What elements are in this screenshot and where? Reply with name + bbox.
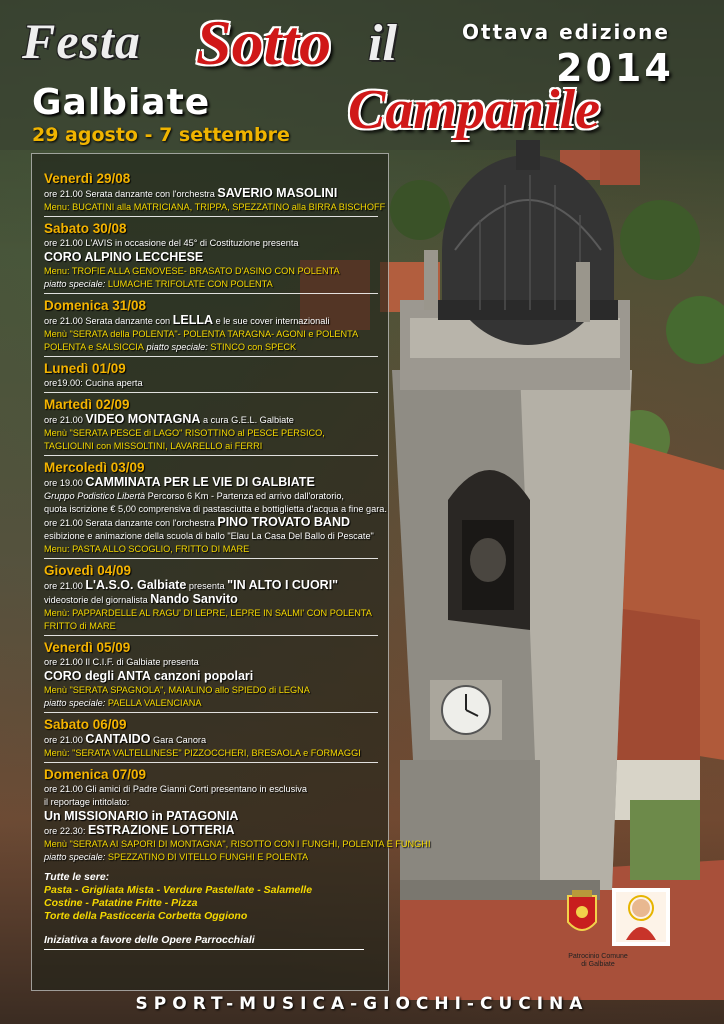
program-line (44, 669, 378, 684)
footer-slogan: SPORT-MUSICA-GIOCHI-CUCINA (135, 994, 589, 1014)
line-text: ore 22.30: (44, 826, 88, 836)
program-line (44, 783, 378, 796)
program-day (44, 455, 387, 556)
line-text: presenta (186, 581, 228, 591)
special-dish-label: Gruppo Podistico Libertà (44, 491, 146, 501)
edition-label: Ottava edizione (462, 20, 670, 44)
program-line (44, 809, 378, 824)
program-day (44, 293, 378, 354)
menu-text: Menù "SERATA AI SAPORI DI MONTAGNA", RISOTTO CON I FUNGHI, POLENTA E FUNGHI (44, 839, 431, 849)
day-title: Domenica 07/09 (44, 767, 147, 782)
program-line (44, 201, 386, 214)
line-text: e le sue cover internazionali (213, 316, 330, 326)
program-line (44, 684, 378, 697)
program-line (44, 328, 378, 341)
program-days (44, 170, 431, 864)
act-name: CORO ALPINO LECCHESE (44, 250, 204, 264)
every-evening-item: Torte della Pasticceria Corbetta Oggiono (44, 910, 248, 922)
crest-icon (558, 888, 606, 948)
line-text: ore 21.00 L'AVIS in occasione del 45° di Costituzione presenta (44, 238, 299, 248)
line-text: ore 21.00 (44, 735, 86, 745)
performer-name: LELLA (172, 313, 214, 327)
line-text: ore 21.00 Serata danzante con l'orchestra (44, 189, 218, 199)
day-title: Sabato 06/09 (44, 717, 127, 732)
special-dish-label: piatto speciale: (44, 279, 106, 289)
line-text: il reportage intitolato: (44, 797, 130, 807)
performer-name: VIDEO MONTAGNA (85, 412, 201, 426)
day-separator (44, 712, 378, 713)
day-title: Mercoledì 03/09 (44, 460, 145, 475)
program-line (44, 838, 431, 851)
program-line (44, 656, 378, 669)
line-text: ore 21.00 (44, 415, 86, 425)
day-title: Sabato 30/08 (44, 221, 127, 236)
program-line (44, 278, 378, 291)
program-line (44, 593, 378, 607)
program-line (44, 851, 378, 864)
municipality-crest (558, 888, 606, 948)
every-evening-item: Costine - Patatine Fritte - Pizza (44, 897, 198, 909)
menu-text: LUMACHE TRIFOLATE CON POLENTA (105, 279, 273, 289)
menu-text: Menù "SERATA PESCE di LAGO" RISOTTINO al PESCE PERSICO, (44, 428, 325, 438)
program-line (44, 530, 378, 543)
program-day (44, 762, 431, 864)
program-line (44, 427, 378, 440)
day-separator (44, 762, 378, 763)
program-line (44, 824, 378, 838)
program-line (44, 543, 378, 556)
line-text: ore 21.00 Serata danzante con l'orchestra (44, 518, 218, 528)
menu-text: STINCO con SPECK (207, 342, 297, 352)
performer-name: SAVERIO MASOLINI (217, 186, 338, 200)
day-title: Martedì 02/09 (44, 397, 130, 412)
day-title: Domenica 31/08 (44, 298, 147, 313)
initiative-rule (44, 949, 364, 950)
line-text: a cura G.E.L. Galbiate (200, 415, 294, 425)
day-separator (44, 392, 378, 393)
menu-text: Menu: PASTA ALLO SCOGLIO, FRITTO DI MARE (44, 544, 250, 554)
program-day (44, 216, 378, 291)
program-day (44, 635, 378, 710)
program-line (44, 341, 378, 354)
event-dates: 29 agosto - 7 settembre (32, 124, 290, 146)
line-text: ore 21.00 (44, 581, 86, 591)
title-sotto: Sotto (196, 7, 332, 78)
day-separator (44, 635, 378, 636)
line-text: esibizione e animazione della scuola di ballo "Elau La Casa Del Ballo di Pescate" (44, 531, 374, 541)
day-title: Venerdì 05/09 (44, 640, 131, 655)
line-text: Gara Canora (150, 735, 207, 745)
line-text: ore19.00: Cucina aperta (44, 378, 143, 388)
special-dish-label: piatto speciale: (44, 698, 106, 708)
line-text: ore 19.00 (44, 478, 86, 488)
menu-text: Menu: TROFIE ALLA GENOVESE- BRASATO D'ASINO CON POLENTA (44, 266, 340, 276)
menu-text: Menù: "SERATA VALTELLINESE" PIZZOCCHERI, BRESAOLA e FORMAGGI (44, 748, 361, 758)
program-line (44, 250, 378, 265)
every-evening-item: Pasta - Grigliata Mista - Verdure Pastellate - Salamelle (44, 884, 313, 896)
initiative-note: Iniziativa a favore delle Opere Parrocchiali (44, 934, 255, 946)
program-line (44, 187, 378, 201)
line-text: Percorso 6 Km - Partenza ed arrivo dall'oratorio, (145, 491, 344, 501)
patronage-text: Patrocinio Comune di Galbiate (568, 953, 628, 968)
menu-text: Menù: PAPPARDELLE AL RAGU' DI LEPRE, LEPRE IN SALMI' CON POLENTA (44, 608, 372, 618)
day-title: Venerdì 29/08 (44, 171, 131, 186)
title-festa: Festa (22, 13, 141, 69)
day-separator (44, 356, 378, 357)
day-separator (44, 455, 378, 456)
line-text: quota iscrizione € 5,00 comprensiva di pastasciutta e bottiglietta d'acqua a fine gara. (44, 504, 387, 514)
program-line (44, 377, 378, 390)
program-line (44, 796, 378, 809)
program-line (44, 579, 378, 593)
performer-name: ESTRAZIONE LOTTERIA (87, 823, 235, 837)
day-title: Giovedì 04/09 (44, 563, 132, 578)
program-day (44, 170, 386, 214)
special-dish-label: piatto speciale: (143, 342, 208, 352)
program-line (44, 476, 378, 490)
performer-name: CAMMINATA PER LE VIE DI GALBIATE (85, 475, 315, 489)
menu-text: Menù "SERATA SPAGNOLA", MAIALINO allo SPIEDO di LEGNA (44, 685, 310, 695)
program-day (44, 392, 378, 453)
menu-text: FRITTO di MARE (44, 621, 116, 631)
program-line (44, 490, 378, 503)
day-title: Lunedì 01/09 (44, 361, 126, 376)
program-line (44, 265, 378, 278)
program-line (44, 516, 378, 530)
menu-text: PAELLA VALENCIANA (105, 698, 202, 708)
edition-year: 2014 (556, 46, 674, 90)
program-line (44, 413, 378, 427)
menu-text: POLENTA e SALSICCIA (44, 342, 144, 352)
town-name: Galbiate (32, 82, 211, 123)
program-line (44, 697, 378, 710)
special-dish-label: piatto speciale: (44, 852, 106, 862)
menu-text: SPEZZATINO DI VITELLO FUNGHI E POLENTA (105, 852, 309, 862)
menu-text: TAGLIOLINI con MISSOLTINI, LAVARELLO ai FERRI (44, 441, 263, 451)
parish-logo (612, 888, 670, 946)
day-separator (44, 558, 378, 559)
every-evening-list (44, 884, 378, 923)
menu-text: Menù "SERATA della POLENTA"- POLENTA TARAGNA- AGONI e POLENTA (44, 329, 359, 339)
performer-name: PINO TROVATO BAND (217, 515, 351, 529)
program-line (44, 314, 378, 328)
act-name: CORO degli ANTA canzoni popolari (44, 669, 254, 683)
line-text: ore 21.00 Serata danzante con (44, 316, 173, 326)
act-name: Un MISSIONARIO in PATAGONIA (44, 809, 239, 823)
program-panel (31, 153, 431, 991)
performer-name: CANTAIDO (85, 732, 151, 746)
program-line (44, 440, 378, 453)
program-day (44, 558, 378, 633)
program-line (44, 237, 378, 250)
program-line (44, 747, 378, 760)
performer-name: L'A.S.O. Galbiate (85, 578, 187, 592)
line-text: ore 21.00 Gli amici di Padre Gianni Corti presentano in esclusiva (44, 784, 307, 794)
menu-text: Menu: BUCATINI alla MATRICIANA, TRIPPA, SPEZZATINO alla BIRRA BISCHOFF (44, 202, 386, 212)
performer-name: Nando Sanvito (150, 592, 238, 606)
title-il: il (368, 15, 397, 72)
program-day (44, 356, 378, 390)
day-separator (44, 293, 378, 294)
day-separator (44, 216, 378, 217)
title-campanile: Campanile (348, 79, 601, 141)
every-evening-title: Tutte le sere: (44, 871, 110, 883)
program-line (44, 620, 378, 633)
program-line (44, 607, 378, 620)
line-text: videostorie del giornalista (44, 595, 151, 605)
saint-icon (612, 888, 670, 946)
line-text: ore 21.00 Il C.I.F. di Galbiate presenta (44, 657, 199, 667)
show-title: "IN ALTO I CUORI" (227, 578, 339, 592)
program-line (44, 733, 378, 747)
program-day (44, 712, 378, 760)
